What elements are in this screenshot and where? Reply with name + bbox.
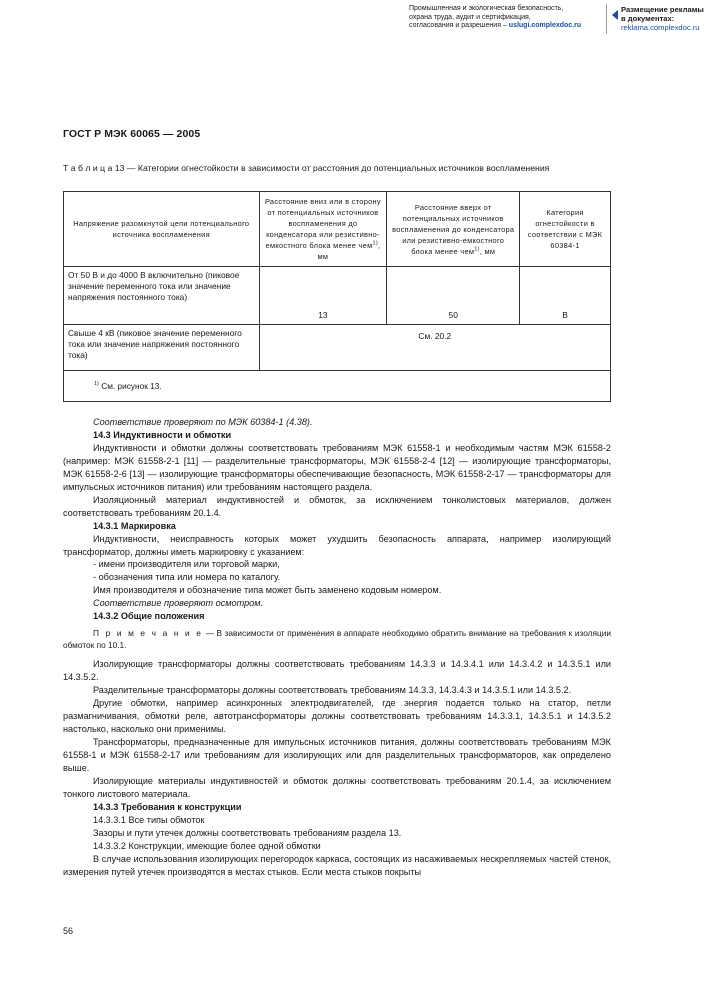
unit-label: , мм	[317, 241, 381, 261]
list-item: - обозначения типа или номера по каталогу.	[93, 572, 281, 583]
footnote-ref: 1)	[474, 246, 480, 253]
header-ad-link[interactable]: reklama.complexdoc.ru	[621, 23, 700, 32]
column-header-distance-down	[259, 192, 387, 267]
column-header-category: Категория огнестойкости в соответствии с МЭК 60384-1	[520, 192, 611, 267]
header-line-2: охрана труда, аудит и сертификация,	[409, 13, 531, 21]
subsection-title: 14.3.3.2 Конструкции, имеющие более одной обмотки	[93, 840, 321, 851]
paragraph: Трансформаторы, предназначенные для импульсных источников питания, должны соответствовать требованиям МЭК 61558-1 и МЭК 61558-2-17 или требованиям для изолирующих или для разделительных трансформаторов, как определено выше.	[63, 737, 611, 774]
column-header-distance-down-text: Расстояние вниз или в сторону от потенциальных источников воспламенения до конденсатора или резистивно-емкостного блока менее чем	[264, 197, 381, 250]
paragraph: Зазоры и пути утечек должны соответствовать требованиям раздела 13.	[93, 827, 402, 838]
document-body	[63, 416, 611, 879]
table-row	[64, 267, 611, 325]
section-heading: 14.3.1 Маркировка	[93, 520, 176, 531]
table-cell-distance-down: 13	[259, 267, 387, 325]
footnote-mark: 1)	[94, 381, 99, 388]
arrow-left-icon	[612, 10, 618, 20]
row-label-voltage-range: От 50 В и до 4000 В включительно (пиковое значение переменного тока или значение напряжения постоянного тока)	[64, 267, 260, 325]
table-cell-see-reference: См. 20.2	[259, 325, 610, 371]
fire-category-table	[63, 191, 611, 402]
column-header-distance-up-text: Расстояние вверх от потенциальных источников воспламенения до конденсатора или резистивно-емкостного блока менее чем	[392, 202, 515, 256]
table-caption	[63, 163, 611, 174]
list-item: - имени производителя или торговой марки,	[93, 559, 280, 570]
column-header-voltage: Напряжение разомкнутой цепи потенциального источника воспламенения	[64, 192, 260, 267]
table-cell-category: В	[520, 267, 611, 325]
header-services-link[interactable]: uslugi.complexdoc.ru	[508, 22, 582, 30]
header-ad-line-2: в документах:	[621, 14, 675, 23]
header-service-info	[409, 5, 605, 31]
paragraph: В случае использования изолирующих перегородок каркаса, состоящих из насаживаемых нескрепляемых частей стенок, измерения путей утечек производятся в местах стыков. Если места стыков покрыты	[63, 853, 611, 877]
section-heading: 14.3.2 Общие положения	[93, 611, 205, 622]
paragraph: Разделительные трансформаторы должны соответствовать требованиям 14.3.3, 14.3.4.3 и 14.3.5.1 или 14.3.5.2.	[93, 685, 572, 696]
compliance-note: Соответствие проверяют осмотром.	[93, 598, 264, 609]
header-divider	[606, 4, 607, 34]
subsection-title: 14.3.3.1 Все типы обмоток	[93, 814, 205, 825]
note-label: П р и м е ч а н и е	[93, 628, 203, 639]
header-line-1: Промышленная и экологическая безопасность,	[409, 5, 564, 12]
header-ad-info	[621, 5, 711, 32]
paragraph: Другие обмотки, например асинхронных электродвигателей, где энергия подается только на статор, петли размагничивания, обмотки реле, автотрансформаторы должны соответствовать требованиям 14.3.3.1, 14.3.5.1 и 14.3.5.2 настолько, насколько они применимы.	[63, 698, 611, 735]
header-line-3	[409, 22, 605, 31]
note-paragraph	[63, 628, 611, 651]
section-heading: 14.3 Индуктивности и обмотки	[93, 429, 232, 440]
paragraph: Изоляционный материал индуктивностей и обмоток, за исключением тонколистовых материалов, должен соответствовать требованиям 20.1.4.	[63, 494, 611, 518]
header-ad-line-1: Размещение рекламы	[621, 5, 704, 14]
table-footnote-row	[64, 371, 611, 402]
footnote-ref: 1)	[372, 240, 378, 247]
paragraph: Индуктивности и обмотки должны соответствовать требованиям МЭК 61558-1 и необходимым частям МЭК 61558-2 (например: МЭК 61558-2-1 [11] — разделительные трансформаторы, МЭК 61558-2-4 [12] — изолирующие трансформаторы, МЭК 61558-2-6 [13] — изолирующие трансформаторы обеспечивающие безопасность, МЭК 61558-2-17 — трансформаторы для импульсных источников питания) или требованиям настоящего раздела.	[63, 442, 611, 492]
table-row	[64, 325, 611, 371]
row-label-high-voltage: Свыше 4 кВ (пиковое значение переменного тока или значение напряжения постоянного тока)	[64, 325, 260, 371]
paragraph: Имя производителя и обозначение типа может быть заменено кодовым номером.	[93, 585, 442, 596]
header-line-3-text: согласования и разрешения –	[409, 22, 507, 30]
table-header-row	[64, 192, 611, 267]
column-header-distance-up	[387, 192, 520, 267]
table-footnote	[64, 371, 611, 402]
footnote-text: См. рисунок 13.	[98, 381, 162, 391]
paragraph: Изолирующие трансформаторы должны соответствовать требованиям 14.3.3 и 14.3.4.1 или 14.3.4.2 и 14.3.5.1 или 14.3.5.2.	[63, 659, 611, 683]
document-title: ГОСТ Р МЭК 60065 — 2005	[63, 128, 201, 140]
compliance-note: Соответствие проверяют по МЭК 60384-1 (4.38).	[93, 417, 313, 427]
unit-label: , мм	[479, 246, 496, 256]
paragraph: Индуктивности, неисправность которых может ухудшить безопасность аппарата, например изолирующий трансформатор, должны иметь маркировку с указанием:	[63, 533, 611, 557]
note-text: — В зависимости от применения в аппарате необходимо обратить внимание на требования к изоляции обмоток по 10.1.	[63, 628, 611, 650]
table-cell-distance-up: 50	[387, 267, 520, 325]
section-heading: 14.3.3 Требования к конструкции	[93, 801, 242, 812]
paragraph: Изолирующие материалы индуктивностей и обмоток должны соответствовать требованиям 20.1.4, за исключением тонкого листового материала.	[63, 776, 611, 799]
table-caption-text: — Категории огнестойкости в зависимости от расстояния до потенциальных источников воспламенения	[124, 163, 550, 173]
page-number: 56	[63, 926, 74, 936]
table-caption-prefix: Т а б л и ц а 13	[63, 163, 125, 173]
